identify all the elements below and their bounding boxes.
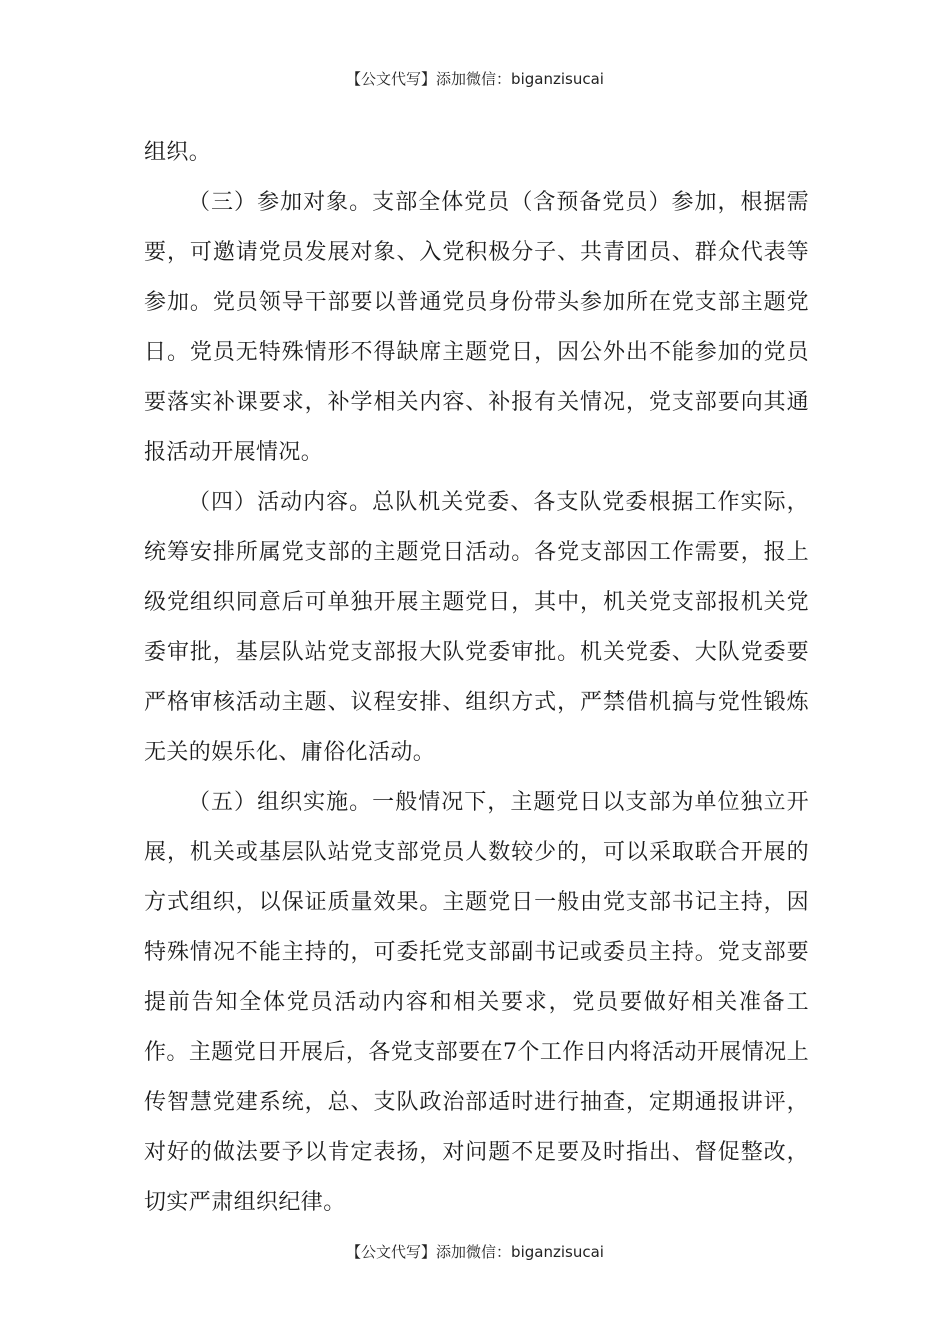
paragraph-activity-content: （四）活动内容。总队机关党委、各支队党委根据工作实际，统筹安排所属党支部的主题党日活动。各党支部因工作需要，报上级党组织同意后可单独开展主题党日，其中，机关党支部报机关党委审批，基层队站党支部报大队党委审批。机关党委、大队党委要严格审核活动主题、议程安排、组织方式，严禁借机搞与党性锻炼无关的娱乐化、庸俗化活动。 — [144, 490, 809, 765]
document-body — [144, 128, 809, 1228]
page-footer: 【公文代写】添加微信：biganzisucai — [346, 1243, 604, 1261]
paragraph-organization: （五）组织实施。一般情况下，主题党日以支部为单位独立开展，机关或基层队站党支部党员人数较少的，可以采取联合开展的方式组织，以保证质量效果。主题党日一般由党支部书记主持，因特殊情况不能主持的，可委托党支部副书记或委员主持。党支部要提前告知全体党员活动内容和相关要求，党员要做好相关准备工作。主题党日开展后，各党支部要在7个工作日内将活动开展情况上传智慧党建系统，总、支队政治部适时进行抽查，定期通报讲评，对好的做法要予以肯定表扬，对问题不足要及时指出、督促整改，切实严肃组织纪律。 — [144, 790, 809, 1215]
paragraph-participants: （三）参加对象。支部全体党员（含预备党员）参加，根据需要，可邀请党员发展对象、入党积极分子、共青团员、群众代表等参加。党员领导干部要以普通党员身份带头参加所在党支部主题党日。党员无特殊情形不得缺席主题党日，因公外出不能参加的党员要落实补课要求，补学相关内容、补报有关情况，党支部要向其通报活动开展情况。 — [144, 190, 809, 465]
paragraph-continuation: 组织。 — [144, 140, 212, 165]
page-header: 【公文代写】添加微信：biganzisucai — [346, 70, 604, 88]
